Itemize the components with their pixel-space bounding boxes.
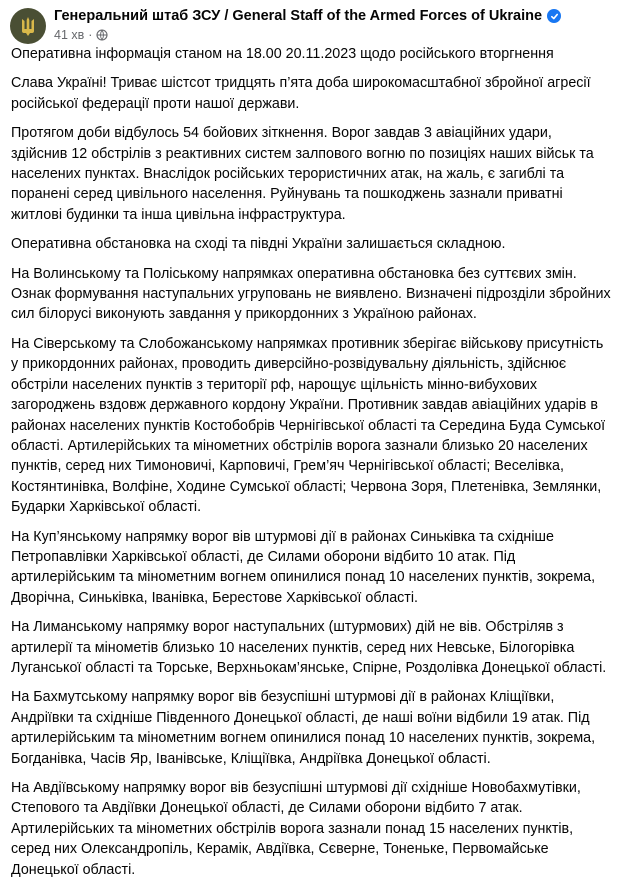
post-paragraph: Оперативна обстановка на сході та півдні України залишається складною.	[11, 236, 506, 253]
page-avatar[interactable]	[10, 8, 46, 44]
verified-badge-icon	[547, 9, 561, 23]
post-paragraph: На Авдіївському напрямку ворог вів безуспішні штурмові дії східніше Новобахмутівки, Степового та Авдіївки Донецької області, де Силами оборони відбито 7 атак. Артилерійських та мінометних обстрілів ворога зазнали понад 15 населених пунктів, серед них Олександропіль, Керамік, Авдіївка, Сєверне, Тоненьке, Первомайське Донецької області.	[11, 780, 581, 878]
post-paragraph: Оперативна інформація станом на 18.00 20.11.2023 щодо російського вторгнення	[11, 46, 554, 62]
post-paragraph: Протягом доби відбулось 54 бойових зіткнення. Ворог завдав 3 авіаційних удари, здійснив 12 обстрілів з реактивних систем залпового вогню по позиціях наших військ та населених пунктах. Внаслідок російських терористичних атак, на жаль, є загиблі та поранені серед цивільного населення. Руйнувань та пошкоджень зазнали приватні житлові будинки та інша цивільна інфраструктура.	[11, 125, 594, 223]
post-paragraph: На Волинському та Поліському напрямках оперативна обстановка без суттєвих змін. Ознак формування наступальних угруповань не виявлено. Визначені підрозділи збройних сил білорусі виконують завдання у прикордонних з Україною районах.	[11, 265, 611, 323]
post-header	[10, 6, 610, 46]
post-paragraph: На Куп’янському напрямку ворог вів штурмові дії в районах Синьківка та східніше Петропавлівки Харківської області, де Силами оборони відбито 10 атак. Під артилерійським та мінометним вогнем опинилися понад 10 населених пунктів, зокрема, Дворічна, Синьківка, Іванівка, Берестове Харківської області.	[11, 528, 596, 606]
post-paragraph: На Лиманському напрямку ворог наступальних (штурмових) дій не вів. Обстріляв з артилерії та мінометів близько 10 населених пунктів, серед них Невське, Білогорівка Луганської області та Торське, Верхньокам’янське, Спірне, Роздолівка Донецької області.	[11, 619, 607, 676]
post-body	[11, 44, 612, 889]
globe-icon[interactable]	[96, 29, 108, 41]
post-paragraph: Слава Україні! Триває шістсот тридцять п’ята доба широкомасштабної збройної агресії російської федерації проти нашої держави.	[11, 75, 591, 112]
post-timestamp[interactable]: 41 хв	[54, 28, 85, 42]
page-name[interactable]: Генеральний штаб ЗСУ / General Staff of the Armed Forces of Ukraine	[54, 8, 543, 24]
separator-dot: ·	[88, 28, 93, 42]
post-paragraph: На Сіверському та Слобожанському напрямках противник зберігає військову присутність у прикордонних районах, проводить диверсійно-розвідувальну діяльність, здійснює обстріли населених пунктів з території рф, нарощує щільність мінно-вибухових загороджень вздовж державного кордону України. Противник завдав авіаційних ударів в районах населених пунктів Костобобрів Чернігівської області та Середина Буда Сумської області. Артилерійських та мінометних обстрілів ворога зазнали близько 20 населених пунктів, серед них Тимоновичі, Карповичі, Грем’яч Чернігівської області; Веселівка, Костянтинівка, Волфіне, Ходине Сумської області; Червона Зоря, Плетенівка, Землянки, Бударки Харківської області.	[11, 335, 606, 516]
post-paragraph: На Бахмутському напрямку ворог вів безуспішні штурмові дії в районах Кліщіївки, Андріївки та східніше Південного Донецької області, де наші воїни відбили 19 атак. Під артилерійським та мінометним вогнем опинилися понад 10 населених пунктів, зокрема, Богданівка, Часів Яр, Іванівське, Кліщіївка, Андріївка Донецької області.	[11, 689, 596, 767]
trident-icon	[17, 15, 39, 37]
